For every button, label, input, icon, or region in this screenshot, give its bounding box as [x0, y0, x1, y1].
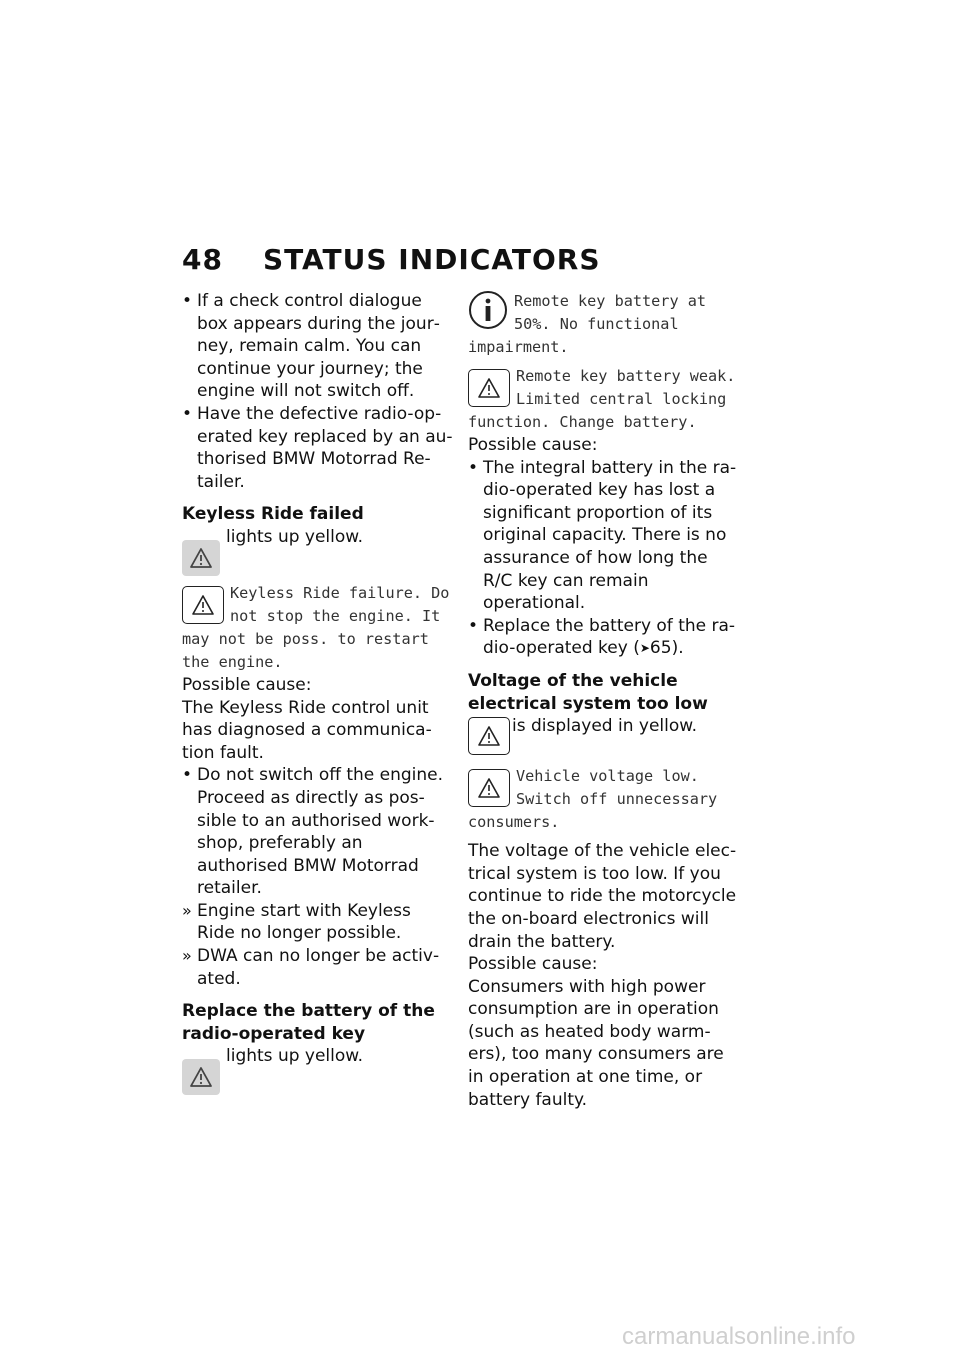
warning-triangle-icon [468, 369, 510, 407]
voltage-text: The voltage of the vehicle electrical system is too low. If you continue to ride the motorcycle the on-board electronics will drain the battery. [468, 841, 737, 952]
cause-label: Possible cause: [182, 674, 312, 695]
watermark: carmanualsonline.info [622, 1323, 856, 1350]
indicator-text: lights up yellow. [226, 526, 364, 547]
warn-display-message [468, 365, 740, 434]
keyless-indicator-row [182, 526, 454, 576]
warning-triangle-icon [468, 717, 510, 755]
display-text: Vehicle voltage low. Switch off unnecessary consumers. [468, 767, 718, 832]
list-item: • Replace the battery of the radio-operated key (➤65). [468, 615, 736, 659]
section-heading-battery: Replace the battery of the radio-operated key [182, 1001, 435, 1044]
cause-text: The Keyless Ride control unit has diagnosed a communication fault. [182, 697, 432, 763]
cause-label: Possible cause: [468, 435, 598, 455]
page-reference-link[interactable]: 65 [649, 638, 672, 659]
section-heading-keyless: Keyless Ride failed [182, 504, 364, 525]
info-icon [468, 290, 508, 330]
voltage-display-message [468, 765, 740, 834]
list-item: » Engine start with Keyless Ride no longer possible. [182, 900, 411, 944]
list-item: • Have the defective radio-operated key replaced by an authorised BMW Motorrad Retailer. [182, 403, 453, 492]
list-item: • The integral battery in the radio-operated key has lost a significant proportion of its original capacity. There is no assurance of how long the R/C key can remain operational. [468, 457, 737, 614]
info-display-message [468, 290, 740, 359]
page-number: 48 [182, 243, 223, 276]
warning-triangle-icon [182, 1059, 220, 1095]
page-header [182, 243, 601, 276]
left-column [182, 290, 454, 1095]
page-title: STATUS INDICATORS [262, 243, 601, 276]
warning-triangle-icon [468, 769, 510, 807]
warning-triangle-icon [182, 540, 220, 576]
display-text: Remote key battery at 50%. No functional impairment. [468, 292, 707, 356]
keyless-display-message [182, 582, 454, 674]
display-text: Remote key battery weak. Limited central locking function. Change battery. [468, 367, 736, 431]
list-item: • Do not switch off the engine. Proceed as directly as possible to an authorised workshop, preferably an authorised BMW Motorrad retailer. [182, 765, 444, 899]
list-item: • If a check control dialogue box appears during the journey, remain calm. You can continue your journey; the engine will not switch off. [182, 291, 440, 402]
arrow-right-icon: ➤ [639, 641, 650, 656]
indicator-text: is displayed in yellow. [512, 716, 698, 737]
cause-label: Possible cause: [468, 954, 598, 975]
voltage-indicator-row [468, 715, 740, 755]
right-column [468, 290, 740, 1111]
indicator-text: lights up yellow. [226, 1046, 364, 1067]
section-heading-voltage: Voltage of the vehicle electrical system too low [468, 670, 708, 714]
list-item: » DWA can no longer be activated. [182, 946, 440, 989]
cause-text: Consumers with high power consumption are in operation (such as heated body warmers), too many consumers are in operation at one time, or battery faulty. [468, 976, 724, 1110]
display-text: Keyless Ride failure. Do not stop the engine. It may not be poss. to restart the engine. [182, 583, 450, 671]
battery-indicator-row [182, 1045, 454, 1095]
warning-triangle-icon [182, 586, 224, 624]
